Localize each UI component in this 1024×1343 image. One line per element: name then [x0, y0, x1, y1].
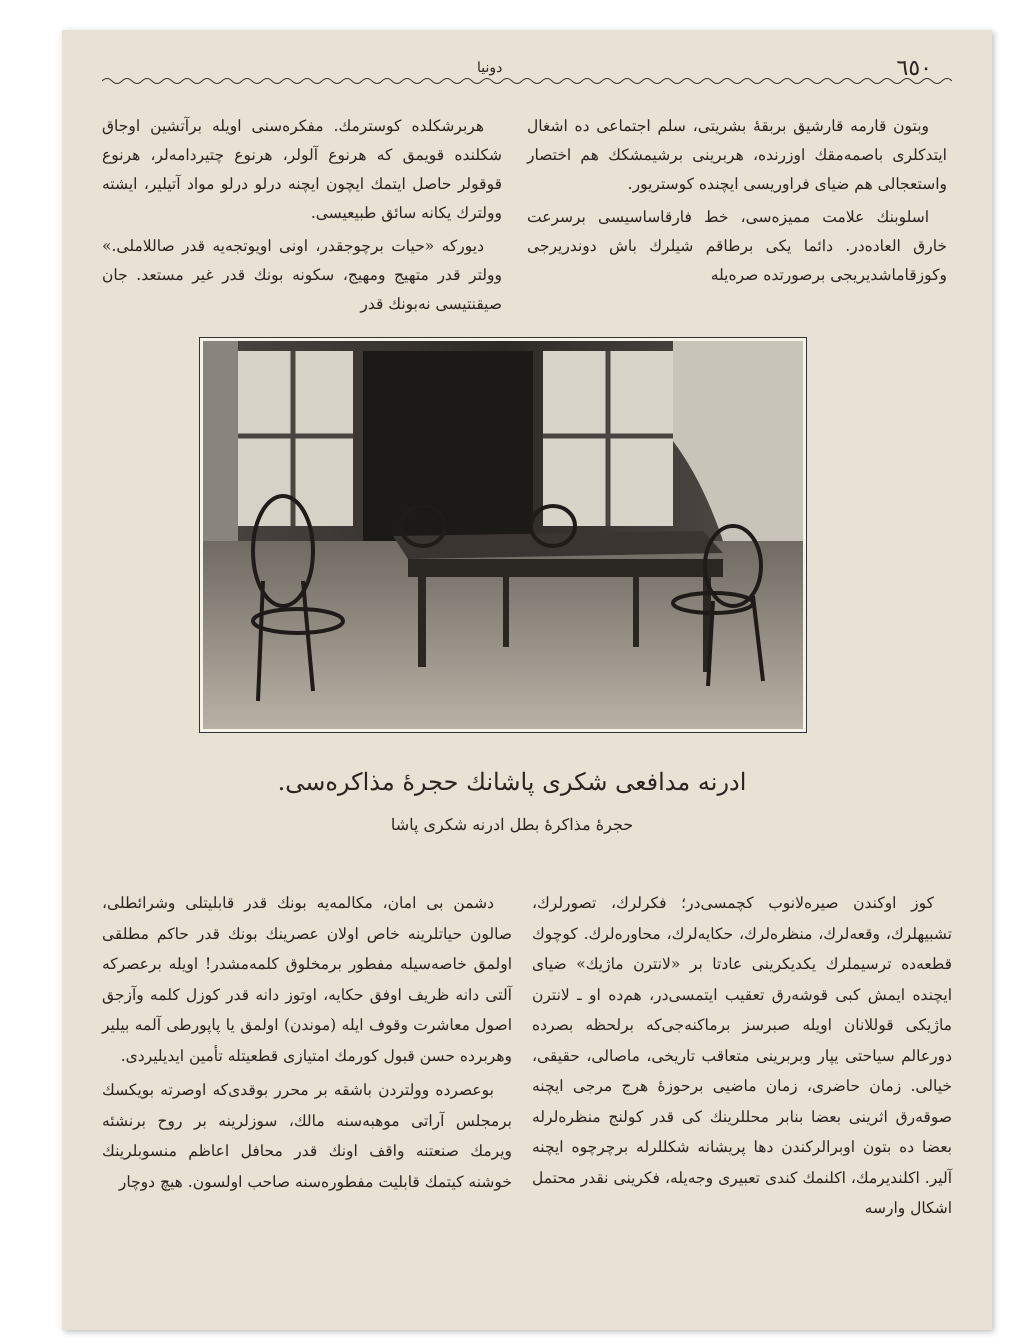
top-right-column	[527, 112, 947, 294]
paragraph: اسلوبنك علامت مميزه‌سی، خط فارقاساسيسی برسرعت خارق العاده‌در. دائما يكی برطاقم شيلرك باش دوندريرجی وكوزقاماشديريجی برصورتده صره‌يله	[527, 208, 947, 284]
bottom-left-column	[102, 888, 512, 1201]
bottom-right-column	[532, 888, 952, 1228]
magazine-page	[62, 30, 992, 1330]
header-wavy-rule	[102, 76, 952, 86]
meeting-room-photo	[200, 338, 806, 732]
page-header	[102, 52, 952, 92]
photo-caption: ادرنه مدافعی شكری پاشانك حجرهٔ مذاكره‌سی.	[277, 768, 747, 796]
paragraph: هربرشكلده كوسترمك. مفكره‌سنی اويله برآتشين اوجاق شكلنده قويمق كه هرنوع آلولر، هرنوع چتيردامه‌لر، هرنوع قوقولر حاصل ايتمك ايچون ايچنه درلو درلو مواد آتيلير، ايشته وولترك يكانه سائق طبيعيسی.	[102, 117, 502, 222]
meeting-room-illustration	[203, 341, 803, 729]
paragraph: ديورکه «حيات برچوجقدر، اونی اويوتجه‌يه قدر صاللاملی.» وولتر قدر متهيج ومهيج، سكونه بونك قدر غير مستعد. جان صيقنتيسی نه‌بونك قدر	[102, 237, 502, 313]
page-number: ٦٥٠	[896, 56, 932, 81]
paragraph: كوز اوكندن صيره‌لانوب كچمسی‌در؛ فكرلرك، تصورلرك، تشبيهلرك، وقعه‌لرك، منظره‌لرك، حكايه‌لرك، محاوره‌لرك. كوچوك قطعه‌ده ترسيملرك يكديكرينی عادتا بر «لانترن ماژيك» ضيای ايچنده ايمش كبی قوشه‌رق تعقيب ايتمسی‌در، هم‌ده او ـ لانترن ماژيكی قوللانان اويله صبرسز برماكنه‌جی‌كه برلحظه بصرده دورعالم سياحتی يپار وبربرينی متعاقب تاريخی، ماصالی، حقيقی، خيالی. زمان حاضری، زمان ماضيی برحوزهٔ هرج مرجی ايچنه صوقه‌رق اثرينی بعضا بنابر محللرينك كی قدر كولنج منظره‌لرله بعضا ده بتون اوبرالركندن دها پريشانه شكللرله برچرچوه ايچنه آلير. اكلنديرمك، اكلنمك كندی تعبيری وجه‌يله، فكرينی نقدر محتمل اشكال وارسه	[532, 894, 952, 1217]
top-left-column	[102, 112, 502, 323]
paragraph: بوعصرده وولتردن باشقه بر محرر بوقدی‌كه اوصرته بويكسك برمجلس آراتی موهبه‌سنه مالك، سوزلرينه بر روح برنشئه ويرمك صنعتنه واقف اونك قدر محافل اعاظم منسوبلرينك خوشنه كيتمك قابليت مفطوره‌سنه صاحب اولسون. هيچ دوچار	[102, 1081, 512, 1191]
paragraph: دشمن بی امان، مكالمه‌يه بونك قدر قابليتلی وشرائطلی، صالون حياتلرينه خاص اولان عصرينك بونك قدر حاكم مطلقی اولمق خاصه‌سيله مفطور برمخلوق كلمه‌مشدر! اويله برعصركه آلتی دانه ظريف اوفق حكايه، اوتوز دانه قدر كوزل كلمه وآزجق اصول معاشرت وقوف ايله (موندن) اولمق يا پاپورطی آلمه بيلير وهربرده حسن قبول كورمك امتيازی قطعيتله تأمين ايديليردی.	[102, 894, 512, 1065]
paragraph: وبتون قارمه قارشيق بربقهٔ بشريتی، سلم اجتماعی ده اشغال ايتدكلری باصمه‌مقك اوزرنده، هربرينی برشيمشكك هم اختصار واستعجالی هم ضيای فراوريسی ايچنده كوستريور.	[527, 117, 947, 193]
photo-subcaption: حجرهٔ مذاكرهٔ بطل ادرنه شكری پاشا	[390, 815, 634, 834]
journal-title: دونيا	[477, 60, 503, 76]
